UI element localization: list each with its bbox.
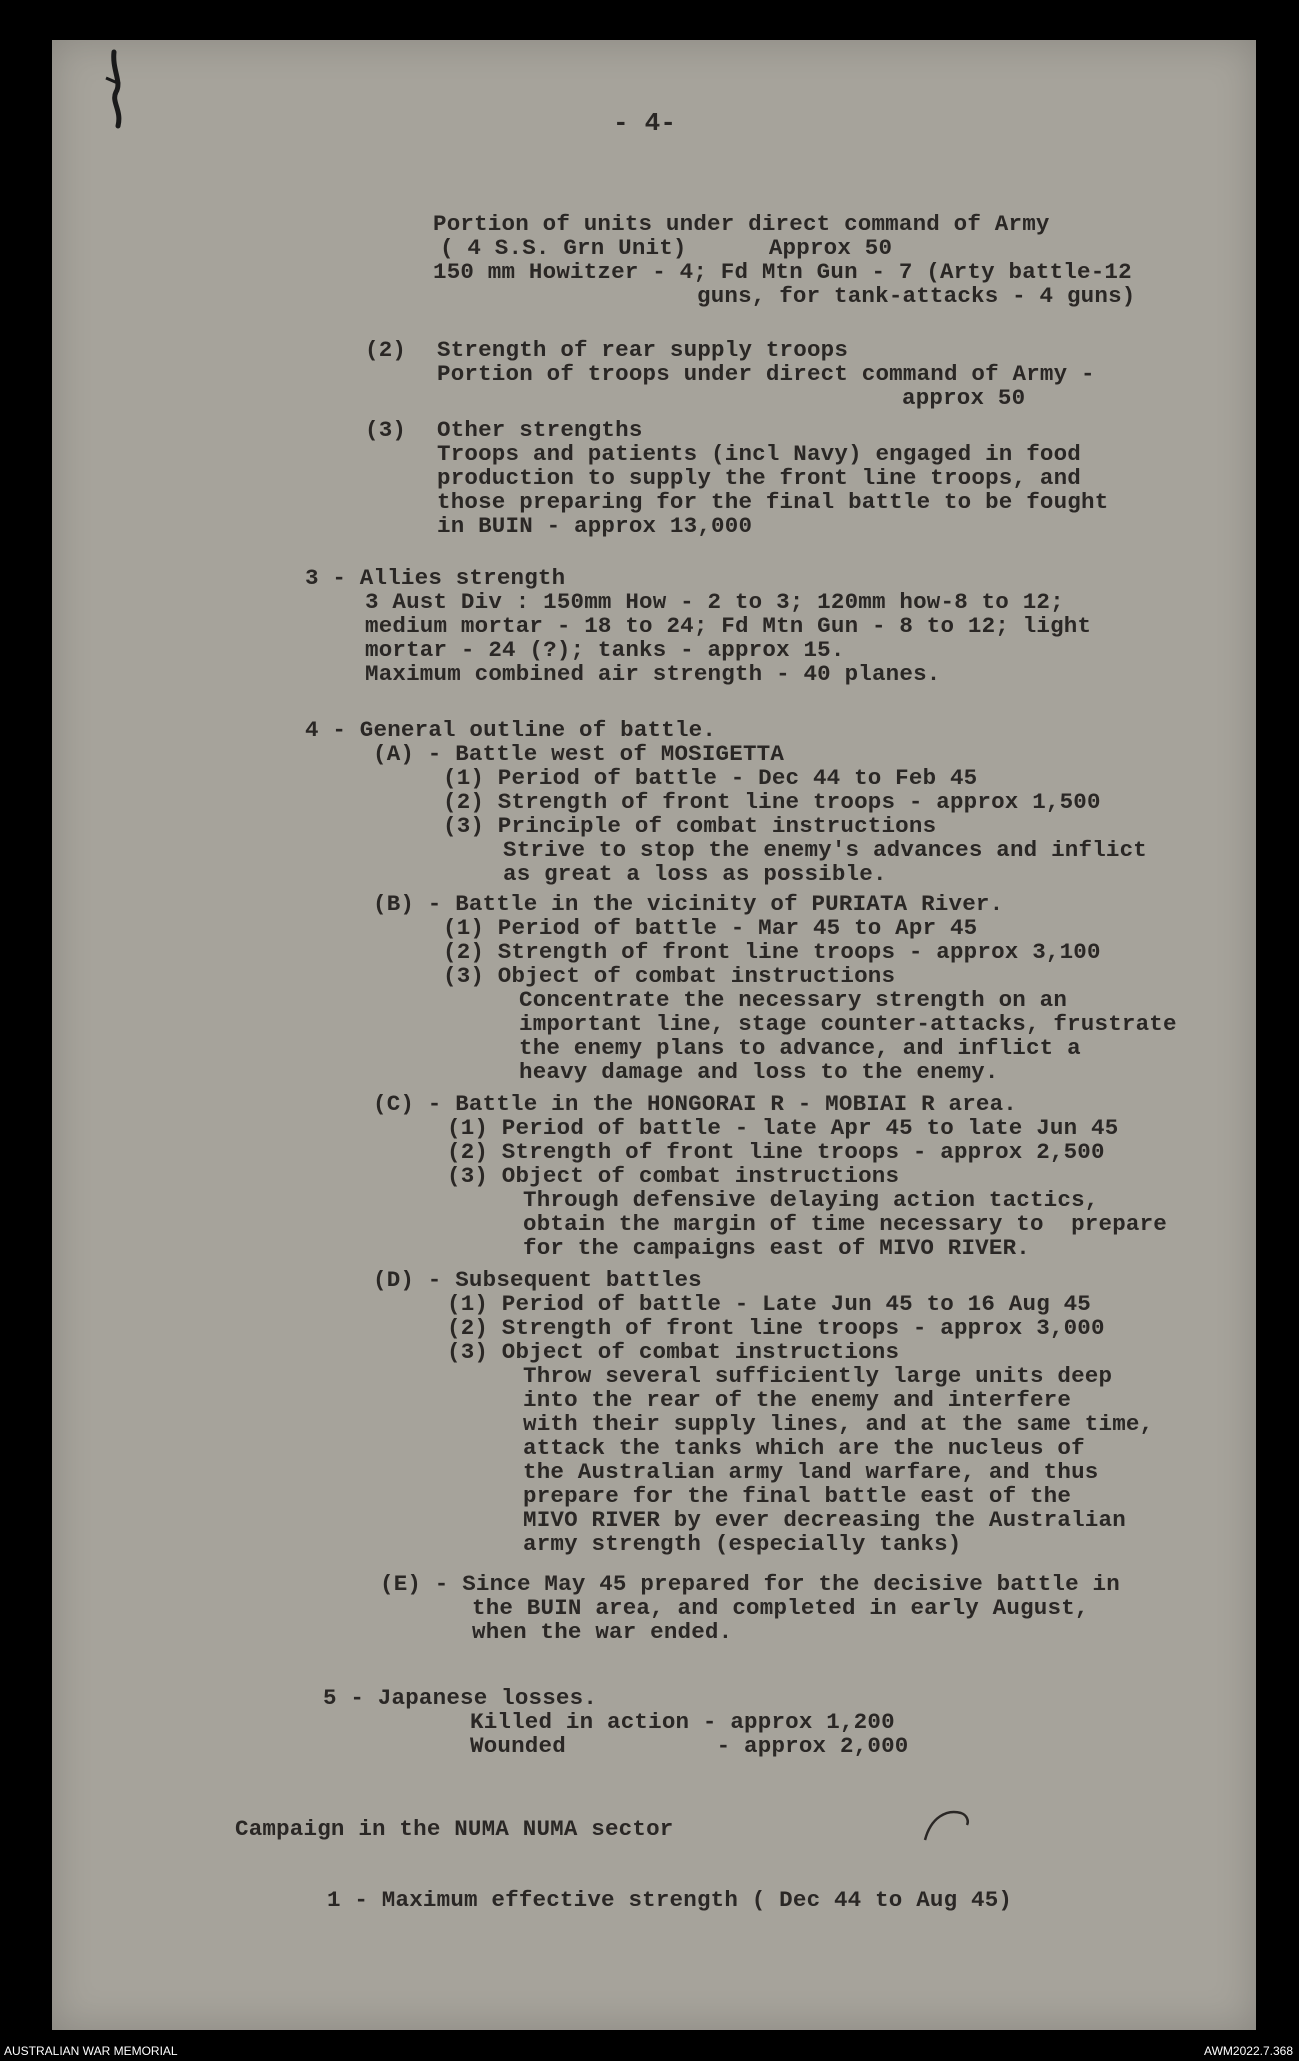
section-heading: 3 - Allies strength xyxy=(305,565,566,591)
text-line: 3 Aust Div : 150mm How - 2 to 3; 120mm how-8 to 12; xyxy=(365,589,1064,615)
footer-source: AUSTRALIAN WAR MEMORIAL xyxy=(4,2044,178,2058)
text-line: ( 4 S.S. Grn Unit) Approx 50 xyxy=(440,235,893,261)
campaign-heading: Campaign in the NUMA NUMA sector xyxy=(235,1816,674,1842)
text-line: (3) Object of combat instructions xyxy=(447,1339,900,1365)
text-line: Troops and patients (incl Navy) engaged in food xyxy=(437,441,1082,467)
text-line: in BUIN - approx 13,000 xyxy=(437,513,753,539)
item-number: (2) xyxy=(365,337,407,363)
text-line: (1) Period of battle - Dec 44 to Feb 45 xyxy=(443,765,978,791)
text-line: Other strengths xyxy=(437,417,643,443)
text-line: the enemy plans to advance, and inflict a xyxy=(519,1035,1081,1061)
text-line: (1) Period of battle - Late Jun 45 to 16 Aug 45 xyxy=(447,1291,1092,1317)
page-number: - 4- xyxy=(613,108,677,138)
text-line: (3) Principle of combat instructions xyxy=(443,813,937,839)
text-line: (3) Object of combat instructions xyxy=(447,1163,900,1189)
text-line: for the campaigns east of MIVO RIVER. xyxy=(523,1235,1030,1261)
text-line: Through defensive delaying action tactics, xyxy=(523,1187,1099,1213)
text-line: Killed in action - approx 1,200 xyxy=(470,1709,895,1735)
text-line: Strength of rear supply troops xyxy=(437,337,849,363)
text-line: production to supply the front line troops, and xyxy=(437,465,1082,491)
text-line: (3) Object of combat instructions xyxy=(443,963,896,989)
ink-tick-icon xyxy=(917,1805,977,1845)
text-line: MIVO RIVER by ever decreasing the Australian xyxy=(523,1507,1126,1533)
text-line: the BUIN area, and completed in early August, xyxy=(472,1595,1089,1621)
text-line: approx 50 xyxy=(902,385,1026,411)
section-heading: 5 - Japanese losses. xyxy=(323,1685,598,1711)
text-line: medium mortar - 18 to 24; Fd Mtn Gun - 8 to 12; light xyxy=(365,613,1092,639)
footer-reference: AWM2022.7.368 xyxy=(1204,2044,1293,2058)
text-line: 150 mm Howitzer - 4; Fd Mtn Gun - 7 (Arty battle-12 xyxy=(433,259,1132,285)
text-line: (2) Strength of front line troops - approx 3,000 xyxy=(447,1315,1105,1341)
section-heading: 1 - Maximum effective strength ( Dec 44 to Aug 45) xyxy=(327,1887,1013,1913)
item-number: (3) xyxy=(365,417,407,443)
text-line: (2) Strength of front line troops - approx 3,100 xyxy=(443,939,1101,965)
subsection-title: (D) - Subsequent battles xyxy=(373,1267,702,1293)
text-line: guns, for tank-attacks - 4 guns) xyxy=(697,283,1136,309)
text-line: obtain the margin of time necessary to prepare xyxy=(523,1211,1168,1237)
text-line: the Australian army land warfare, and thus xyxy=(523,1459,1099,1485)
binding-mark-icon xyxy=(56,30,136,140)
text-line: Maximum combined air strength - 40 planes. xyxy=(365,661,941,687)
text-line: army strength (especially tanks) xyxy=(523,1531,962,1557)
text-line: Concentrate the necessary strength on an xyxy=(519,987,1068,1013)
subsection-title: (B) - Battle in the vicinity of PURIATA River. xyxy=(373,891,1004,917)
text-line: (2) Strength of front line troops - approx 2,500 xyxy=(447,1139,1105,1165)
text-line: Portion of units under direct command of Army xyxy=(433,211,1050,237)
text-line: those preparing for the final battle to be fought xyxy=(437,489,1109,515)
text-line: heavy damage and loss to the enemy. xyxy=(519,1059,999,1085)
text-line: mortar - 24 (?); tanks - approx 15. xyxy=(365,637,845,663)
text-line: attack the tanks which are the nucleus of xyxy=(523,1435,1085,1461)
subsection-title: (C) - Battle in the HONGORAI R - MOBIAI R area. xyxy=(373,1091,1018,1117)
text-line: with their supply lines, and at the same time, xyxy=(523,1411,1154,1437)
text-line: into the rear of the enemy and interfere xyxy=(523,1387,1072,1413)
text-line: (E) - Since May 45 prepared for the decisive battle in xyxy=(380,1571,1120,1597)
text-line: prepare for the final battle east of the xyxy=(523,1483,1072,1509)
subsection-title: (A) - Battle west of MOSIGETTA xyxy=(373,741,785,767)
text-line: Throw several sufficiently large units deep xyxy=(523,1363,1113,1389)
text-line: Wounded - approx 2,000 xyxy=(470,1733,909,1759)
text-line: (1) Period of battle - late Apr 45 to late Jun 45 xyxy=(447,1115,1119,1141)
text-line: Strive to stop the enemy's advances and inflict xyxy=(503,837,1148,863)
text-line: (1) Period of battle - Mar 45 to Apr 45 xyxy=(443,915,978,941)
text-line: important line, stage counter-attacks, frustrate xyxy=(519,1011,1177,1037)
text-line: as great a loss as possible. xyxy=(503,861,887,887)
text-line: Portion of troops under direct command of Army - xyxy=(437,361,1095,387)
text-line: (2) Strength of front line troops - approx 1,500 xyxy=(443,789,1101,815)
section-heading: 4 - General outline of battle. xyxy=(305,717,717,743)
text-line: when the war ended. xyxy=(472,1619,733,1645)
